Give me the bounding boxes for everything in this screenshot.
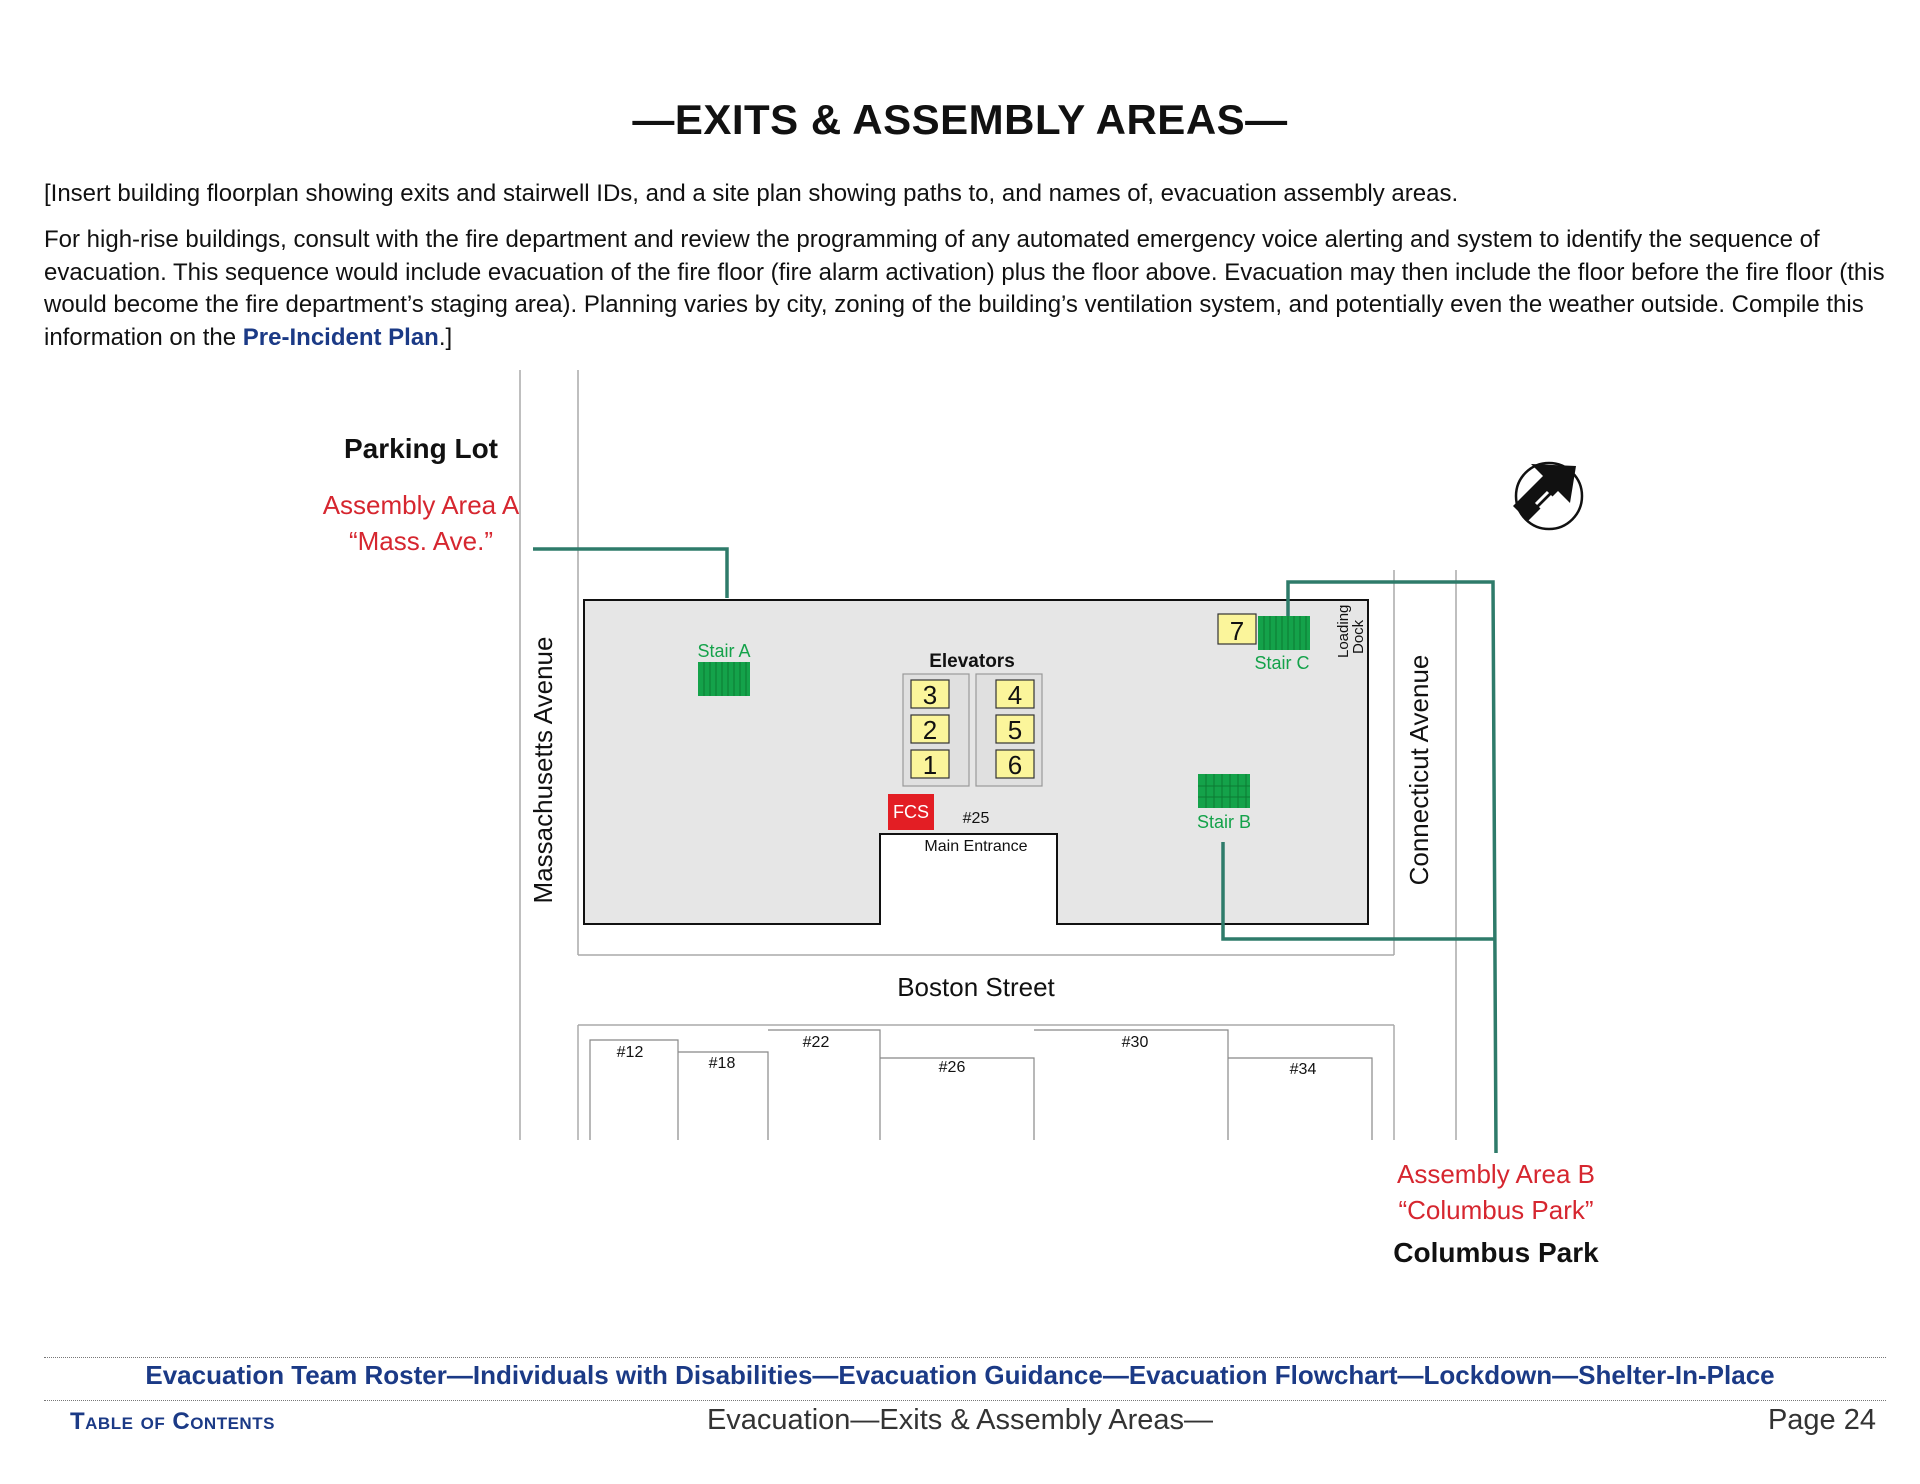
footer-section-title: Evacuation—Exits & Assembly Areas— xyxy=(706,1404,1214,1436)
nav-separator: — xyxy=(1102,1360,1129,1390)
loading-dock-line2: Dock xyxy=(1350,619,1367,654)
footer-rule-top xyxy=(44,1357,1886,1358)
footer-nav xyxy=(0,1360,1920,1391)
nav-link-evacuation-flowchart[interactable]: Evacuation Flowchart xyxy=(1128,1360,1398,1390)
elevator-number: 1 xyxy=(922,750,938,780)
columbus-park-label: Columbus Park xyxy=(1393,1237,1599,1268)
building-number: #25 xyxy=(962,810,990,827)
elevator-number: 3 xyxy=(922,680,938,710)
stair-c-label: Stair C xyxy=(1254,653,1310,673)
lot-number: #34 xyxy=(1289,1061,1317,1078)
main-entrance-label: Main Entrance xyxy=(924,838,1028,855)
loading-dock-line1: Loading xyxy=(1335,604,1352,658)
page-title: —EXITS & ASSEMBLY AREAS— xyxy=(632,96,1288,143)
lot-number: #30 xyxy=(1121,1034,1149,1051)
stair-b xyxy=(1198,774,1250,808)
stair-a xyxy=(698,662,750,696)
elevator-number: 4 xyxy=(1007,680,1023,710)
nav-link-individuals-with-disabilities[interactable]: Individuals with Disabilities xyxy=(472,1360,813,1390)
footer-rule-bottom xyxy=(44,1400,1886,1401)
nav-separator: — xyxy=(1552,1360,1579,1390)
fcs-label: FCS xyxy=(893,802,929,822)
nav-link-shelter-in-place[interactable]: Shelter-In-Place xyxy=(1578,1360,1775,1390)
nav-link-evacuation-team-roster[interactable]: Evacuation Team Roster xyxy=(145,1360,447,1390)
table-of-contents-link[interactable]: Table of Contents xyxy=(70,1408,275,1435)
pre-incident-plan-link[interactable]: Pre-Incident Plan xyxy=(242,323,439,351)
parking-lot-label: Parking Lot xyxy=(343,433,499,464)
boston-street-label: Boston Street xyxy=(897,972,1055,1002)
nav-link-evacuation-guidance[interactable]: Evacuation Guidance xyxy=(838,1360,1103,1390)
elevator-number: 5 xyxy=(1007,715,1023,745)
assembly-area-b-name: “Columbus Park” xyxy=(1398,1195,1594,1225)
lot-number: #18 xyxy=(708,1055,736,1072)
stair-a-label: Stair A xyxy=(697,641,751,661)
nav-link-lockdown[interactable]: Lockdown xyxy=(1423,1360,1553,1390)
assembly-area-a-name: “Mass. Ave.” xyxy=(348,526,494,556)
assembly-area-b-label: Assembly Area B xyxy=(1397,1159,1595,1189)
elevator-number: 2 xyxy=(922,715,938,745)
elevator-number: 7 xyxy=(1229,616,1245,646)
lot-number: #26 xyxy=(938,1059,966,1076)
elevator-number: 6 xyxy=(1007,750,1023,780)
lots xyxy=(590,1030,1372,1140)
connecticut-avenue-label: Connecticut Avenue xyxy=(1404,654,1434,886)
massachusetts-avenue-label: Massachusetts Avenue xyxy=(528,636,558,904)
assembly-area-a-label: Assembly Area A xyxy=(322,490,520,520)
elevators-label: Elevators xyxy=(929,651,1015,672)
page-number: Page 24 xyxy=(1767,1404,1876,1436)
intro-paragraph: [Insert building floorplan showing exits and stairwell IDs, and a site plan showing paths to, and names of, evacuation assembly areas. xyxy=(44,180,1459,207)
nav-separator: — xyxy=(812,1360,839,1390)
lot-number: #12 xyxy=(616,1044,644,1061)
lot-number: #22 xyxy=(802,1034,830,1051)
stair-b-label: Stair B xyxy=(1196,812,1252,832)
stair-c xyxy=(1258,616,1310,650)
nav-separator: — xyxy=(1397,1360,1424,1390)
high-rise-text: For high-rise buildings, consult with the fire department and review the programming of any automated emergency voice alerting and system to identify the sequence of evacuation. This sequence would include evacuation of the fire floor (fire alarm activation) plus the floor above. Evacuation may then include the floor before the fire floor (this would become the fire department’s staging area). Planning varies by city, zoning of the building’s ventilation system, and potentially even the weather outside. Compile this information on the xyxy=(44,226,1885,351)
nav-separator: — xyxy=(446,1360,473,1390)
north-arrow-icon xyxy=(1513,463,1582,529)
high-rise-text-end: .] xyxy=(438,323,453,351)
